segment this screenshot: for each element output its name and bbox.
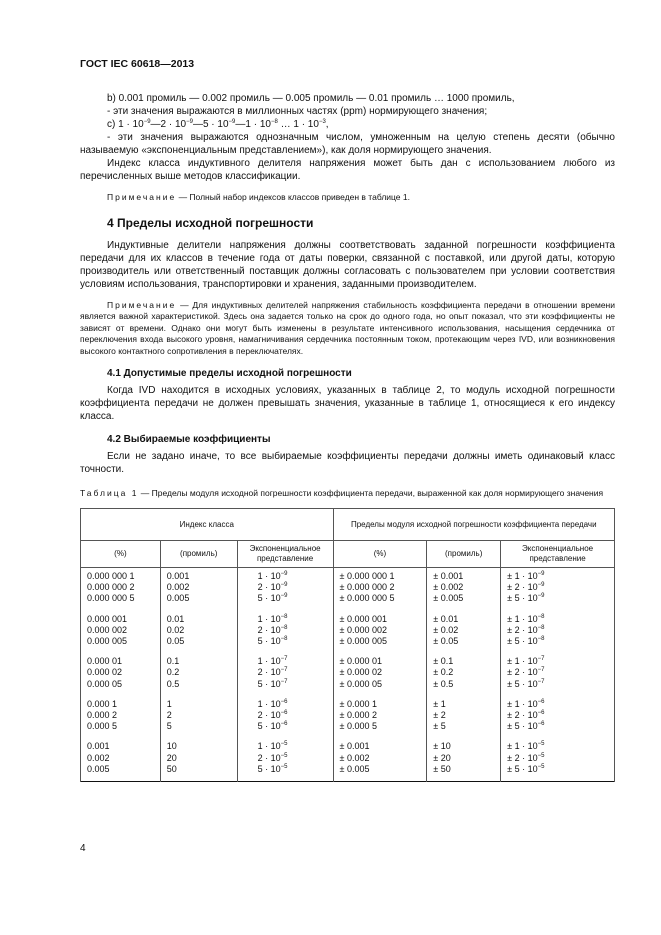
cell-exp bbox=[237, 611, 333, 654]
list-item-b-note: - эти значения выражаются в миллионных частях (ppm) нормирующего значения; bbox=[107, 106, 488, 117]
cell-value: ± 0.000 000 2 bbox=[339, 582, 395, 593]
cell-line bbox=[167, 636, 231, 647]
cell-pct bbox=[81, 696, 161, 739]
cell-line bbox=[87, 699, 154, 710]
cell-value: 0.005 bbox=[166, 593, 190, 604]
cell-error-exp bbox=[501, 696, 615, 739]
cell-line bbox=[258, 721, 327, 732]
exponent: −6 bbox=[537, 710, 545, 717]
cell-exp bbox=[237, 568, 333, 611]
page-content bbox=[80, 92, 615, 782]
exponent: −9 bbox=[537, 582, 545, 589]
cell-value: ± 0.005 bbox=[339, 763, 370, 774]
cell-line bbox=[167, 753, 231, 764]
exponent: −5 bbox=[280, 763, 288, 770]
cell-line bbox=[433, 753, 494, 764]
cell-value: ± 1 · 10 bbox=[507, 741, 538, 752]
header-exp: Экспоненциальное представление bbox=[237, 541, 333, 568]
cell-value: 1 · 10 bbox=[257, 698, 281, 709]
cell-line bbox=[87, 679, 154, 690]
cell-value: 0.5 bbox=[166, 678, 180, 689]
cell-value: ± 0.000 5 bbox=[339, 721, 378, 732]
section-4-1-title: 4.1 Допустимые пределы исходной погрешности bbox=[107, 368, 352, 379]
exponent: −9 bbox=[537, 571, 545, 577]
exponent: −6 bbox=[280, 721, 288, 728]
exponent: −9 bbox=[280, 582, 288, 589]
list-item-b: b) 0.001 промиль — 0.002 промиль — 0.005 промиль — 0.01 промиль … 1000 промиль, bbox=[107, 93, 515, 104]
cell-value: 0.02 bbox=[166, 624, 185, 635]
table-row bbox=[81, 653, 615, 696]
note-2 bbox=[80, 300, 615, 358]
list-item-c-prefix: с) 1 · 10 bbox=[107, 119, 144, 130]
cell-line bbox=[258, 679, 327, 690]
cell-value: 1 · 10 bbox=[257, 571, 281, 581]
cell-line bbox=[340, 656, 421, 667]
cell-value: ± 5 · 10 bbox=[507, 763, 538, 774]
cell-value: 1 bbox=[166, 698, 172, 709]
cell-pct bbox=[81, 568, 161, 611]
cell-value: 2 · 10 bbox=[257, 582, 281, 593]
exponent: −7 bbox=[280, 667, 288, 674]
cell-error-promil bbox=[427, 653, 501, 696]
cell-value: ± 0.000 01 bbox=[339, 656, 383, 667]
cell-value: ± 5 · 10 bbox=[507, 678, 538, 689]
cell-value: ± 0.01 bbox=[433, 613, 459, 624]
cell-error-pct bbox=[333, 653, 427, 696]
cell-value: ± 0.000 2 bbox=[339, 710, 378, 721]
table-row bbox=[81, 696, 615, 739]
cell-value: ± 0.000 005 bbox=[339, 636, 388, 647]
note-1-text: — Полный набор индексов классов приведен в таблице 1. bbox=[176, 192, 410, 202]
cell-line bbox=[167, 582, 231, 593]
cell-line bbox=[87, 656, 154, 667]
cell-line bbox=[507, 667, 608, 678]
cell-value: 0.005 bbox=[87, 763, 110, 774]
cell-line bbox=[433, 721, 494, 732]
cell-line bbox=[258, 741, 327, 752]
cell-value: 0.000 005 bbox=[87, 636, 128, 647]
cell-value: 0.002 bbox=[166, 582, 190, 593]
cell-line bbox=[340, 667, 421, 678]
cell-value: 0.000 5 bbox=[87, 721, 118, 732]
note-1-label: Примечание bbox=[107, 192, 177, 202]
cell-line bbox=[340, 614, 421, 625]
cell-value: ± 0.05 bbox=[433, 636, 459, 647]
cell-line bbox=[507, 721, 608, 732]
table-row bbox=[81, 568, 615, 611]
exponent: −7 bbox=[537, 656, 545, 663]
exponent: −9 bbox=[280, 593, 288, 600]
cell-error-exp bbox=[501, 738, 615, 781]
cell-line bbox=[507, 710, 608, 721]
cell-line bbox=[340, 625, 421, 636]
cell-error-pct bbox=[333, 696, 427, 739]
cell-line bbox=[167, 667, 231, 678]
cell-value: ± 5 · 10 bbox=[507, 593, 538, 604]
cell-line bbox=[87, 753, 154, 764]
cell-line bbox=[167, 679, 231, 690]
section-4-1-text: Когда IVD находится в исходных условиях, указанных в таблице 2, то модуль исходной погрешности коэффициента передачи не должен превышать значения, указанные в таблице 1, относящиеся к его индексу класса. bbox=[80, 385, 615, 422]
cell-value: ± 20 bbox=[433, 752, 451, 763]
cell-value: ± 0.001 bbox=[339, 741, 370, 752]
cell-line bbox=[433, 593, 494, 604]
exponent: −8 bbox=[280, 636, 288, 643]
cell-value: 1 · 10 bbox=[257, 613, 281, 624]
cell-line bbox=[433, 614, 494, 625]
cell-line bbox=[340, 636, 421, 647]
table-1 bbox=[80, 508, 615, 782]
note-2-text: — Для индуктивных делителей напряжения стабильность коэффициента передачи в отношении времени является важной характеристикой. Здесь она задается только на срок до одного года, но опыт показал, что эти коэффициенты не зависят от времени. Однако они могут быть изменены в результате интенсивного использования, насыщения сердечника от переключения входа высокого уровня, намагничивания сердечника постоянным током, протекающим через IVD, или возникновения высокого контактного сопротивления в переключателях. bbox=[80, 299, 615, 356]
cell-value: 5 · 10 bbox=[257, 593, 281, 604]
exponent: −8 bbox=[537, 636, 545, 643]
cell-value: ± 0.002 bbox=[433, 582, 464, 593]
cell-line bbox=[258, 636, 327, 647]
cell-promil bbox=[160, 611, 237, 654]
cell-line bbox=[87, 593, 154, 604]
cell-value: ± 0.000 02 bbox=[339, 667, 383, 678]
cell-pct bbox=[81, 653, 161, 696]
cell-error-pct bbox=[333, 611, 427, 654]
cell-value: 5 · 10 bbox=[257, 678, 281, 689]
cell-promil bbox=[160, 653, 237, 696]
exponent: −8 bbox=[280, 624, 288, 631]
cell-line bbox=[167, 571, 231, 582]
cell-line bbox=[87, 614, 154, 625]
cell-value: ± 0.5 bbox=[433, 678, 454, 689]
list-item-c-note: - эти значения выражаются однозначным числом, умноженным на целую степень десяти (обычно называемую «экспоненциальным представлением»), как доля нормирующего значения. bbox=[80, 132, 615, 156]
cell-line bbox=[167, 721, 231, 732]
cell-exp bbox=[237, 696, 333, 739]
cell-value: ± 0.000 05 bbox=[339, 678, 383, 689]
cell-value: ± 1 · 10 bbox=[507, 571, 538, 581]
cell-line bbox=[258, 614, 327, 625]
cell-value: ± 2 bbox=[433, 710, 446, 721]
table-caption bbox=[80, 488, 615, 499]
cell-line bbox=[167, 699, 231, 710]
exponent: −5 bbox=[280, 752, 288, 759]
cell-line bbox=[258, 710, 327, 721]
exponent: −8 bbox=[537, 624, 545, 631]
cell-value: ± 0.005 bbox=[433, 593, 464, 604]
cell-line bbox=[258, 667, 327, 678]
header-error-pct: (%) bbox=[333, 541, 427, 568]
cell-value: ± 2 · 10 bbox=[507, 582, 538, 593]
table-caption-label: Таблица 1 bbox=[80, 488, 139, 498]
list-item-c: с) $1 \cdot 10^{-9}—2$ · $10^{-9}—5$ · $10^{-9}—1 \cdot 10^{-8}$ … $1 \cdot 10^{-3}$, bbox=[107, 119, 329, 130]
cell-error-exp bbox=[501, 568, 615, 611]
header-class-index: Индекс класса bbox=[81, 509, 334, 541]
cell-line bbox=[167, 741, 231, 752]
cell-value: 2 · 10 bbox=[257, 667, 281, 678]
cell-line bbox=[507, 679, 608, 690]
cell-value: 5 · 10 bbox=[257, 636, 281, 647]
cell-value: 0.002 bbox=[87, 752, 110, 763]
cell-value: 1 · 10 bbox=[257, 741, 281, 752]
cell-value: 10 bbox=[166, 741, 177, 752]
cell-line bbox=[433, 764, 494, 775]
cell-error-promil bbox=[427, 696, 501, 739]
cell-value: 20 bbox=[166, 752, 177, 763]
cell-line bbox=[167, 764, 231, 775]
cell-line bbox=[258, 582, 327, 593]
cell-value: ± 0.2 bbox=[433, 667, 454, 678]
cell-value: ± 1 bbox=[433, 698, 446, 709]
cell-line bbox=[507, 741, 608, 752]
cell-value: 2 · 10 bbox=[257, 710, 281, 721]
cell-value: ± 50 bbox=[433, 763, 451, 774]
cell-pct bbox=[81, 738, 161, 781]
cell-line bbox=[167, 614, 231, 625]
cell-value: 0.000 02 bbox=[87, 667, 123, 678]
cell-value: ± 0.000 001 bbox=[339, 613, 388, 624]
cell-line bbox=[87, 582, 154, 593]
header-pct: (%) bbox=[81, 541, 161, 568]
cell-value: ± 0.001 bbox=[433, 571, 464, 581]
cell-value: 5 bbox=[166, 721, 172, 732]
section-4-2-text: Если не задано иначе, то все выбираемые коэффициенты передачи должны иметь одинаковый класс точности. bbox=[80, 451, 615, 475]
cell-line bbox=[258, 764, 327, 775]
exponent: −7 bbox=[537, 667, 545, 674]
cell-line bbox=[87, 721, 154, 732]
cell-value: 0.000 2 bbox=[87, 710, 118, 721]
cell-value: ± 0.000 002 bbox=[339, 624, 388, 635]
cell-line bbox=[433, 741, 494, 752]
table-caption-text: — Пределы модуля исходной погрешности коэффициента передачи, выраженной как доля нормирующего значения bbox=[138, 488, 604, 498]
cell-line bbox=[340, 741, 421, 752]
cell-value: ± 5 bbox=[433, 721, 446, 732]
cell-value: 0.000 05 bbox=[87, 678, 123, 689]
cell-value: 0.000 000 5 bbox=[87, 593, 135, 604]
cell-value: ± 2 · 10 bbox=[507, 624, 538, 635]
cell-promil bbox=[160, 696, 237, 739]
cell-value: ± 5 · 10 bbox=[507, 636, 538, 647]
cell-value: ± 1 · 10 bbox=[507, 698, 538, 709]
cell-value: 50 bbox=[166, 763, 177, 774]
cell-value: 1 · 10 bbox=[257, 656, 281, 667]
cell-line bbox=[87, 710, 154, 721]
cell-value: ± 1 · 10 bbox=[507, 656, 538, 667]
exponent: −5 bbox=[537, 763, 545, 770]
cell-value: 0.000 001 bbox=[87, 613, 128, 624]
exponent: −8 bbox=[537, 613, 545, 620]
cell-value: ± 0.000 000 5 bbox=[339, 593, 395, 604]
header-error-promil: (промиль) bbox=[427, 541, 501, 568]
header-promil: (промиль) bbox=[160, 541, 237, 568]
cell-value: 0.1 bbox=[166, 656, 180, 667]
cell-value: ± 2 · 10 bbox=[507, 667, 538, 678]
cell-line bbox=[340, 721, 421, 732]
cell-line bbox=[507, 571, 608, 582]
cell-value: ± 2 · 10 bbox=[507, 710, 538, 721]
cell-line bbox=[433, 656, 494, 667]
header-error-limits: Пределы модуля исходной погрешности коэффициента передачи bbox=[333, 509, 614, 541]
exponent: −5 bbox=[537, 741, 545, 748]
table-row bbox=[81, 611, 615, 654]
cell-value: 2 bbox=[166, 710, 172, 721]
exponent: −6 bbox=[280, 710, 288, 717]
exponent: −7 bbox=[280, 678, 288, 685]
header-error-exp: Экспоненциальное представление bbox=[501, 541, 615, 568]
exponent: −8 bbox=[280, 613, 288, 620]
cell-line bbox=[433, 710, 494, 721]
section-4-2-title: 4.2 Выбираемые коэффициенты bbox=[107, 434, 271, 445]
cell-line bbox=[258, 753, 327, 764]
section-4-title: 4 Пределы исходной погрешности bbox=[107, 215, 314, 230]
cell-value: ± 1 · 10 bbox=[507, 613, 538, 624]
cell-value: 5 · 10 bbox=[257, 763, 281, 774]
cell-error-exp bbox=[501, 653, 615, 696]
cell-line bbox=[87, 625, 154, 636]
cell-value: 0.000 1 bbox=[87, 698, 118, 709]
cell-line bbox=[340, 710, 421, 721]
cell-line bbox=[433, 667, 494, 678]
cell-line bbox=[433, 582, 494, 593]
cell-line bbox=[167, 593, 231, 604]
cell-pct bbox=[81, 611, 161, 654]
cell-line bbox=[433, 679, 494, 690]
cell-line bbox=[258, 571, 327, 582]
exponent: −6 bbox=[537, 698, 545, 705]
cell-line bbox=[340, 679, 421, 690]
cell-value: 0.01 bbox=[166, 613, 185, 624]
note-1 bbox=[80, 192, 615, 204]
cell-line bbox=[507, 582, 608, 593]
cell-value: 0.000 002 bbox=[87, 624, 128, 635]
cell-error-pct bbox=[333, 568, 427, 611]
table-body bbox=[81, 568, 615, 782]
cell-value: 2 · 10 bbox=[257, 624, 281, 635]
table-row bbox=[81, 738, 615, 781]
cell-value: ± 10 bbox=[433, 741, 451, 752]
cell-value: 0.000 000 2 bbox=[87, 582, 135, 593]
note-2-label: Примечание bbox=[107, 299, 177, 310]
cell-line bbox=[433, 699, 494, 710]
cell-exp bbox=[237, 738, 333, 781]
cell-line bbox=[507, 614, 608, 625]
cell-value: ± 0.1 bbox=[433, 656, 454, 667]
cell-line bbox=[87, 741, 154, 752]
exponent: −9 bbox=[537, 593, 545, 600]
cell-line bbox=[507, 656, 608, 667]
cell-line bbox=[507, 593, 608, 604]
class-index-paragraph: Индекс класса индуктивного делителя напряжения может быть дан с использованием любого из перечисленных выше методов классификации. bbox=[80, 158, 615, 182]
cell-line bbox=[507, 764, 608, 775]
cell-error-promil bbox=[427, 738, 501, 781]
cell-value: ± 5 · 10 bbox=[507, 721, 538, 732]
cell-error-pct bbox=[333, 738, 427, 781]
cell-error-exp bbox=[501, 611, 615, 654]
cell-line bbox=[167, 656, 231, 667]
cell-line bbox=[258, 593, 327, 604]
cell-value: 0.001 bbox=[87, 741, 110, 752]
exponent: −6 bbox=[280, 698, 288, 705]
exponent: −7 bbox=[280, 656, 288, 663]
cell-line bbox=[87, 636, 154, 647]
cell-line bbox=[340, 753, 421, 764]
cell-value: ± 0.000 000 1 bbox=[339, 571, 395, 581]
cell-value: 0.001 bbox=[166, 571, 190, 581]
document-header: ГОСТ IEC 60618—2013 bbox=[80, 58, 195, 70]
cell-line bbox=[433, 571, 494, 582]
cell-line bbox=[507, 636, 608, 647]
cell-value: 2 · 10 bbox=[257, 752, 281, 763]
cell-line bbox=[433, 625, 494, 636]
section-4-text: Индуктивные делители напряжения должны соответствовать заданной погрешности коэффициента передачи для их классов в течение года от даты поверки, связанной с поставкой, или другой даты, которую производитель или ответственный поставщик должны согласовать с пользователем при условии соответствия условиям использования, транспортировки и хранения, заданными производителем. bbox=[80, 239, 615, 290]
cell-promil bbox=[160, 738, 237, 781]
exponent: −9 bbox=[280, 571, 288, 577]
cell-error-promil bbox=[427, 611, 501, 654]
cell-value: ± 2 · 10 bbox=[507, 752, 538, 763]
cell-line bbox=[87, 667, 154, 678]
exponent: −7 bbox=[537, 678, 545, 685]
cell-line bbox=[167, 625, 231, 636]
cell-line bbox=[258, 699, 327, 710]
cell-value: 0.000 000 1 bbox=[87, 571, 135, 581]
cell-value: ± 0.02 bbox=[433, 624, 459, 635]
cell-line bbox=[507, 699, 608, 710]
cell-line bbox=[340, 593, 421, 604]
cell-exp bbox=[237, 653, 333, 696]
cell-line bbox=[87, 571, 154, 582]
cell-line bbox=[507, 625, 608, 636]
cell-line bbox=[340, 571, 421, 582]
cell-line bbox=[433, 636, 494, 647]
cell-value: ± 0.002 bbox=[339, 752, 370, 763]
exponent: −6 bbox=[537, 721, 545, 728]
cell-error-promil bbox=[427, 568, 501, 611]
cell-promil bbox=[160, 568, 237, 611]
exponent: −5 bbox=[280, 741, 288, 748]
cell-line bbox=[340, 582, 421, 593]
cell-value: ± 0.000 1 bbox=[339, 698, 378, 709]
cell-line bbox=[340, 699, 421, 710]
cell-value: 5 · 10 bbox=[257, 721, 281, 732]
cell-line bbox=[340, 764, 421, 775]
page-number: 4 bbox=[80, 843, 86, 854]
exponent: −5 bbox=[537, 752, 545, 759]
cell-value: 0.2 bbox=[166, 667, 180, 678]
cell-line bbox=[167, 710, 231, 721]
cell-line bbox=[87, 764, 154, 775]
cell-line bbox=[258, 625, 327, 636]
cell-value: 0.000 01 bbox=[87, 656, 123, 667]
cell-value: 0.05 bbox=[166, 636, 185, 647]
cell-line bbox=[258, 656, 327, 667]
cell-line bbox=[507, 753, 608, 764]
